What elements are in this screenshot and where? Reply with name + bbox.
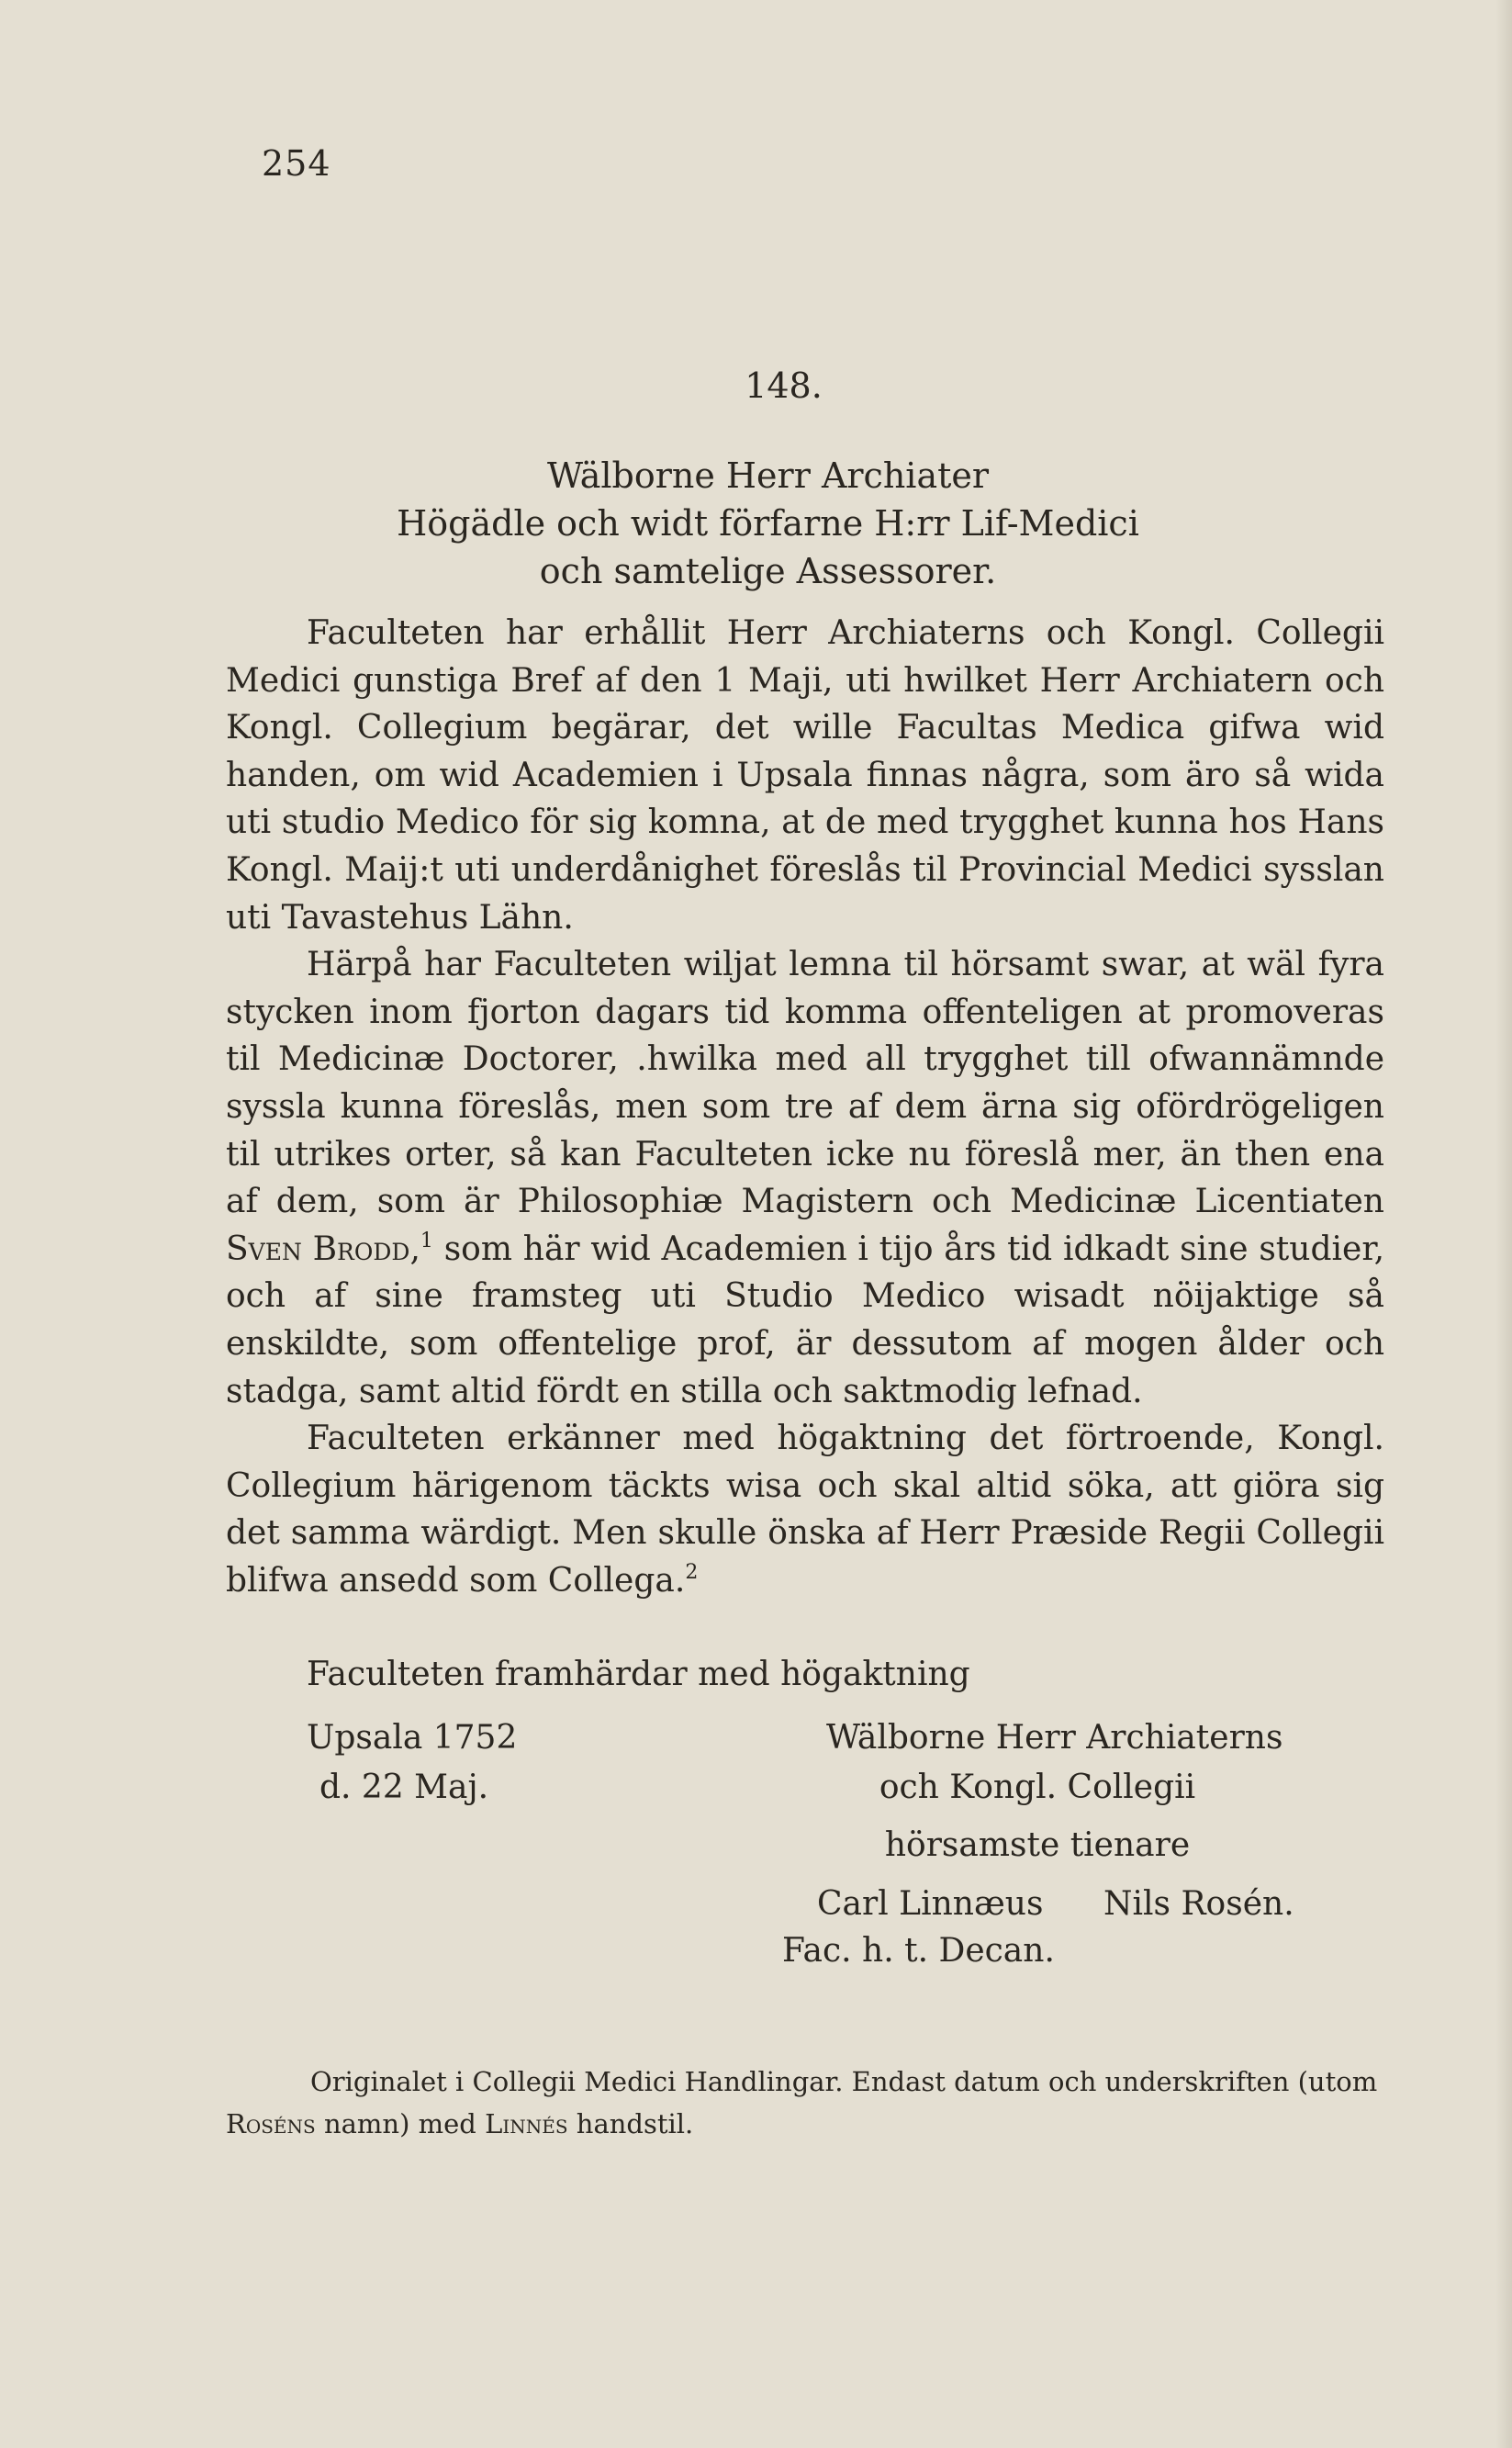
note-name-rosen: Roséns [226,2108,316,2139]
letter-number: 148. [745,365,823,406]
paragraph-2-text: Härpå har Faculteten wiljat lemna til hörsamt swar, at wäl fyra stycken inom fjorton dagars tid komma offenteligen at promoveras til Medicinæ Doctorer, .hwilka med all trygghet till ofwannämnde syssla kunna föreslås, men som tre af dem ärna sig ofördrögeligen til utrikes orter, så kan Faculteten icke nu föreslå mer, än then ena af dem, som är Philosophiæ Magistern och Medicinæ Licentiaten [226,946,1384,1221]
closing-line: Faculteten framhärdar med högaktning [307,1656,970,1693]
paragraph-2 [226,941,1384,1415]
footnote-ref-1: 1 [420,1229,433,1252]
page-number: 254 [262,143,331,184]
addressee-block [826,1713,1283,1870]
place-date [307,1713,517,1813]
place: Upsala 1752 [307,1719,518,1757]
paragraph-3 [226,1415,1384,1604]
paragraph-3-text: Faculteten erkänner med högaktning det förtroende, Kongl. Collegium härigenom täckts wisa och skal altid söka, att giöra sig det samma wärdigt. Men skulle önska af Herr Præside Regii Collegii blifwa ansedd som Collega. [226,1420,1384,1600]
note-text: namn) med [323,2108,476,2139]
signature-rosen: Nils Rosén. [1103,1885,1294,1923]
note-name-linne: Linnés [485,2108,568,2139]
person-name: Sven Brodd, [226,1230,420,1268]
date: d. 22 Maj. [319,1769,489,1806]
addressee-line: och Kongl. Collegii [879,1769,1196,1806]
salutation [0,452,1512,595]
note-text: Originalet i Collegii Medici Handlingar. Endast datum och underskriften (utom [310,2066,1378,2097]
dean-title: Fac. h. t. Decan. [782,1932,1055,1970]
letter-body [226,610,1384,1604]
addressee-line: hörsamste tienare [884,1826,1191,1864]
footnote-ref-2: 2 [685,1560,699,1584]
salutation-line: och samtelige Assessorer. [539,551,997,591]
salutation-line: Wälborne Herr Archiater [546,455,990,496]
salutation-line: Högädle och widt förfarne H:rr Lif-Medici [397,503,1139,544]
note-text: handstil. [576,2108,694,2139]
editorial-note-text [226,2061,1384,2145]
paragraph-1: Faculteten har erhållit Herr Archiaterns och Kongl. Collegii Medici gunstiga Bref af den 1 Maji, uti hwilket Herr Archiatern och Kongl. Collegium begärar, det wille Facultas Medica gifwa wid handen, om wid Academien i Upsala finnas några, som äro så wida uti studio Medico för sig komna, at de med trygghet kunna hos Hans Kongl. Maij:t uti underdånighet föreslås til Provincial Medici sysslan uti Tavastehus Lähn. [226,614,1384,937]
paragraph-2-text-cont: som här wid Academien i tijo års tid idkadt sine studier, och af sine framsteg uti Studio Medico wisadt nöijaktige så enskildte, som offentelige prof, är dessutom af mogen ålder och stadga, samt altid fördt en stilla och saktmodig lefnad. [226,1230,1385,1410]
editorial-note [226,2061,1384,2145]
signature-linnaeus: Carl Linnæus [817,1885,1044,1923]
addressee-line: Wälborne Herr Archiaterns [826,1719,1283,1757]
